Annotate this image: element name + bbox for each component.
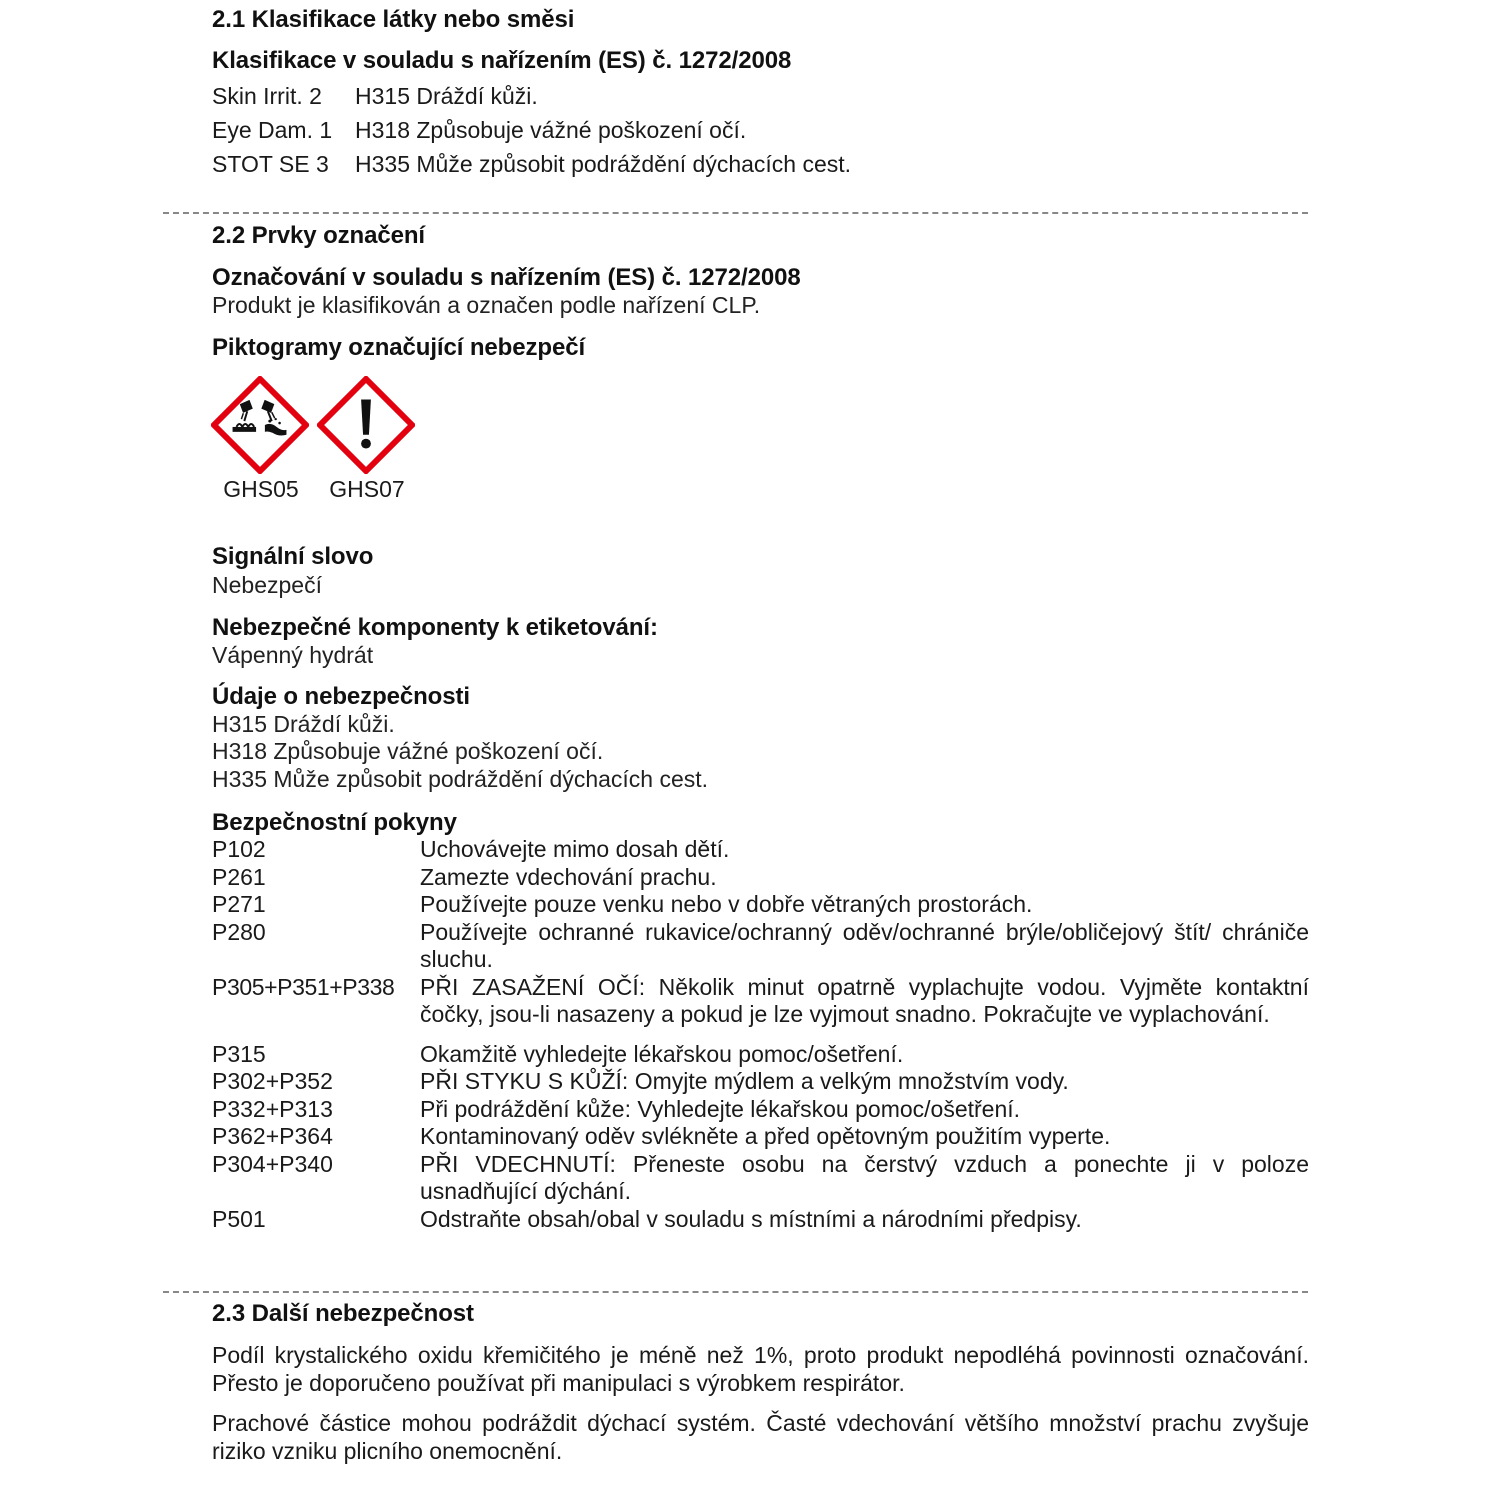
precaution-row	[212, 1068, 1309, 1096]
precaution-text: Uchovávejte mimo dosah dětí.	[420, 836, 730, 862]
precaution-code: P102	[212, 836, 266, 862]
precaution-code: P304+P340	[212, 1150, 333, 1177]
precaution-code: P315	[212, 1040, 266, 1067]
precaution-text: PŘI VDECHNUTÍ: Přeneste osobu na čerstvý vzduch a ponechte ji v poloze usnadňující dýchání.	[420, 1150, 1309, 1204]
section-2-3-title: 2.3 Další nebezpečnost	[212, 1300, 474, 1327]
classification-row	[212, 151, 851, 178]
precaution-row	[212, 1096, 1309, 1124]
section-2-2-title: 2.2 Prvky označení	[212, 222, 425, 249]
precaution-row	[212, 1041, 1309, 1069]
precaution-row	[212, 1123, 1309, 1151]
classification-category: Eye Dam. 1	[212, 117, 333, 143]
other-hazards-paragraph: Prachové částice mohou podráždit dýchací systém. Časté vdechování většího množství prachu zvyšuje riziko vzniku plicního onemocnění.	[212, 1410, 1309, 1464]
classification-category: Skin Irrit. 2	[212, 83, 322, 109]
precaution-text: Kontaminovaný oděv svlékněte a před opětovným použitím vyperte.	[420, 1123, 1111, 1149]
classification-subtitle: Klasifikace v souladu s nařízením (ES) č. 1272/2008	[212, 47, 792, 74]
section-divider	[163, 1291, 1308, 1293]
section-divider	[163, 212, 1308, 214]
hazard-statements-heading: Údaje o nebezpečnosti	[212, 683, 470, 710]
classification-category: STOT SE 3	[212, 151, 329, 177]
hazard-statement: H315 Dráždí kůži.	[212, 711, 395, 737]
other-hazards-paragraph: Podíl krystalického oxidu křemičitého je méně než 1%, proto produkt nepodléhá povinnosti označování. Přesto je doporučeno používat při manipulaci s výrobkem respirátor.	[212, 1342, 1309, 1396]
classification-hazard: H335 Může způsobit podráždění dýchacích cest.	[355, 151, 852, 177]
precaution-text: PŘI ZASAŽENÍ OČÍ: Několik minut opatrně vyplachujte vodou. Vyjměte kontaktní čočky, jsou-li nasazeny a pokud je lze vyjmout snadno. Pokračujte ve vyplachování.	[420, 973, 1309, 1027]
precaution-code: P332+P313	[212, 1095, 333, 1122]
precaution-code: P280	[212, 918, 266, 945]
precautions-heading: Bezpečnostní pokyny	[212, 809, 457, 836]
precaution-text: PŘI STYKU S KŮŽÍ: Omyjte mýdlem a velkým množstvím vody.	[420, 1068, 1069, 1094]
precaution-text: Používejte ochranné rukavice/ochranný oděv/ochranné brýle/obličejový štít/ chrániče sluchu.	[420, 918, 1309, 972]
precaution-text: Zamezte vdechování prachu.	[420, 863, 717, 890]
precaution-text: Okamžitě vyhledejte lékařskou pomoc/ošetření.	[420, 1040, 904, 1067]
precaution-code: P271	[212, 891, 266, 917]
precaution-text: Odstraňte obsah/obal v souladu s místními a národními předpisy.	[420, 1205, 1082, 1232]
classification-row	[212, 83, 538, 110]
pictogram-label-ghs05: GHS05	[223, 476, 299, 502]
signal-word: Nebezpečí	[212, 572, 322, 598]
precaution-row	[212, 836, 1309, 864]
precaution-code: P302+P352	[212, 1068, 333, 1094]
section-2-1-title: 2.1 Klasifikace látky nebo směsi	[212, 6, 575, 33]
precaution-row	[212, 891, 1309, 919]
hazard-statement: H318 Způsobuje vážné poškození očí.	[212, 738, 604, 764]
precaution-row	[212, 1206, 1309, 1234]
precaution-text: Při podráždění kůže: Vyhledejte lékařskou pomoc/ošetření.	[420, 1095, 1021, 1122]
pictograms-heading: Piktogramy označující nebezpečí	[212, 334, 586, 361]
pictogram-label-ghs07: GHS07	[329, 476, 405, 502]
precaution-text: Používejte pouze venku nebo v dobře větraných prostorách.	[420, 891, 1033, 917]
components-text: Vápenný hydrát	[212, 642, 374, 668]
classification-hazard: H318 Způsobuje vážné poškození očí.	[355, 117, 747, 143]
precaution-row	[212, 864, 1309, 892]
precaution-code: P362+P364	[212, 1123, 333, 1149]
precaution-code: P261	[212, 863, 266, 890]
components-heading: Nebezpečné komponenty k etiketování:	[212, 614, 658, 641]
precaution-row	[212, 974, 1309, 1029]
labelling-text: Produkt je klasifikován a označen podle nařízení CLP.	[212, 292, 761, 318]
labelling-heading: Označování v souladu s nařízením (ES) č. 1272/2008	[212, 264, 801, 291]
hazard-statement: H335 Může způsobit podráždění dýchacích cest.	[212, 766, 709, 792]
precaution-row	[212, 919, 1309, 974]
corrosion-icon	[211, 376, 309, 474]
precaution-code: P305+P351+P338	[212, 973, 395, 1000]
signal-word-heading: Signální slovo	[212, 543, 374, 570]
precaution-row	[212, 1151, 1309, 1206]
classification-row	[212, 117, 746, 144]
precaution-code: P501	[212, 1205, 266, 1232]
precautions-table	[212, 836, 1309, 1233]
exclamation-mark-icon	[317, 376, 415, 474]
classification-hazard: H315 Dráždí kůži.	[355, 83, 538, 109]
